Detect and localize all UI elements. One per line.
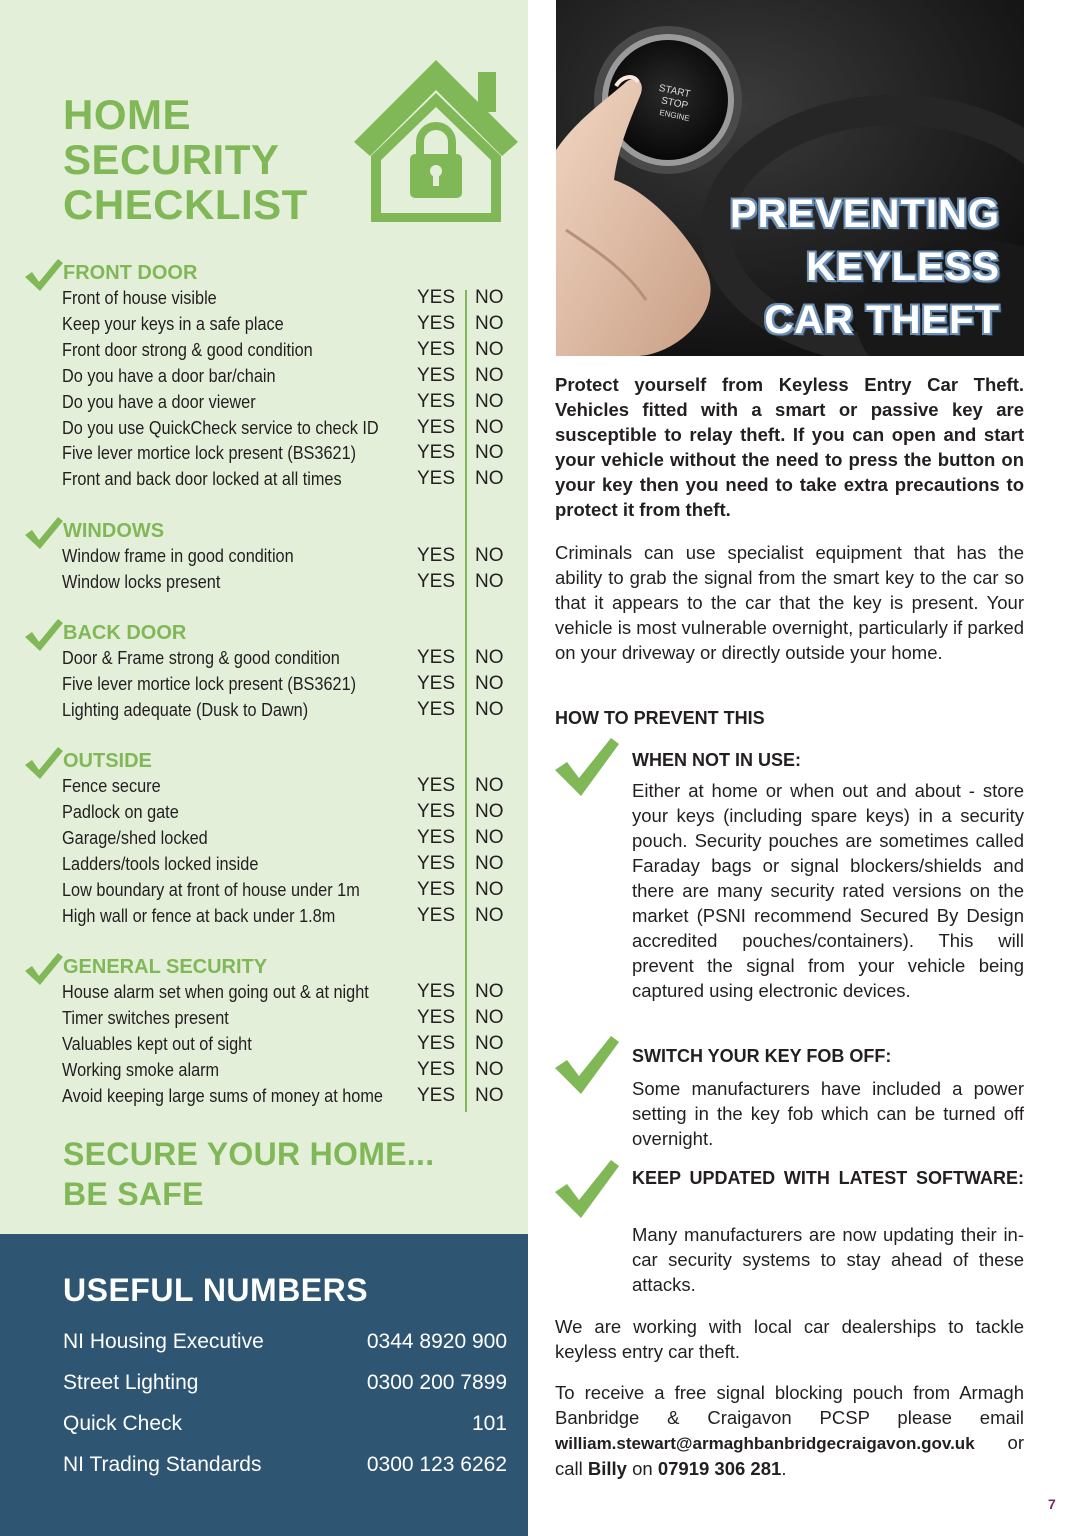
checklist-item <box>62 415 512 441</box>
no-option[interactable]: NO <box>475 1058 504 1080</box>
yes-option[interactable]: YES <box>417 904 456 926</box>
yes-option[interactable]: YES <box>417 1032 456 1054</box>
checklist-item <box>62 903 512 929</box>
number-row <box>63 1412 507 1440</box>
checklist-item-label: Door & Frame strong & good condition <box>62 647 340 668</box>
no-option[interactable]: NO <box>475 338 504 360</box>
no-option[interactable]: NO <box>475 416 504 438</box>
checklist-item-label: Garage/shed locked <box>62 826 208 848</box>
number-phone: 101 <box>471 1412 507 1435</box>
yes-option[interactable]: YES <box>417 878 456 900</box>
yes-option[interactable]: YES <box>417 312 456 334</box>
checklist-title-line: SECURITY <box>63 136 280 183</box>
page-number: 7 <box>1048 1496 1056 1512</box>
no-option[interactable]: NO <box>475 545 504 566</box>
no-option[interactable]: NO <box>475 442 504 464</box>
checklist-item <box>62 569 512 595</box>
number-name: Quick Check <box>63 1412 183 1435</box>
number-phone: 0300 200 7899 <box>366 1371 507 1394</box>
number-name: NI Trading Standards <box>63 1453 262 1476</box>
car-title-line: PREVENTING <box>729 192 1000 236</box>
checklist-item <box>62 389 512 415</box>
tip-heading: KEEP UPDATED WITH LATEST SOFTWARE: <box>632 1168 1024 1188</box>
checklist-item-label: Ladders/tools locked inside <box>62 852 259 874</box>
checklist-item <box>62 851 512 877</box>
yes-option[interactable]: YES <box>417 1006 456 1028</box>
no-option[interactable]: NO <box>475 1032 504 1054</box>
number-phone: 0300 123 6262 <box>366 1453 507 1476</box>
checklist-item <box>62 1057 512 1083</box>
yes-option[interactable]: YES <box>417 698 456 720</box>
yes-option[interactable]: YES <box>417 647 456 668</box>
section-heading: WINDOWS <box>63 520 165 542</box>
checklist-item <box>62 1083 512 1109</box>
section-heading: FRONT DOOR <box>63 262 198 284</box>
yes-option[interactable]: YES <box>417 1058 456 1080</box>
checklist-item-label: House alarm set when going out & at night <box>62 981 369 1002</box>
yes-option[interactable]: YES <box>417 416 456 438</box>
no-option[interactable]: NO <box>475 775 504 796</box>
checklist-item-label: Do you use QuickCheck service to check ID <box>62 416 379 438</box>
number-row <box>63 1330 507 1358</box>
checklist-item <box>62 979 512 1005</box>
button-text-stop: STOP <box>660 95 689 112</box>
check-icon <box>24 618 64 652</box>
contact-mid: or call <box>555 1432 1024 1479</box>
number-row <box>63 1453 507 1481</box>
contact-email-link[interactable]: william.stewart@armaghbanbridgecraigavon.gov.uk <box>555 1434 975 1453</box>
intro-bold-paragraph: Protect yourself from Keyless Entry Car Theft. Vehicles fitted with a smart or passive key are susceptible to relay theft. If you can open and start your vehicle without the need to press the button on your key then you need to take extra precautions to protect it from theft. <box>555 374 1024 520</box>
tip-body: Either at home or when out and about - store your keys (including spare keys) in a security pouch. Security pouches are sometimes called Faraday bags or signal blockers/shields and there are many security rated versions on the market (PSNI recommend Secured By Design accredited pouches/containers). This will prevent the signal from your vehicle being captured using electronic devices. <box>632 780 1024 1001</box>
no-option[interactable]: NO <box>475 287 504 308</box>
checklist-item <box>62 877 512 903</box>
yes-option[interactable]: YES <box>417 338 456 360</box>
checklist-item-label: Do you have a door bar/chain <box>62 364 276 386</box>
checklist-item <box>62 1031 512 1057</box>
checklist-item-label: Five lever mortice lock present (BS3621) <box>62 442 357 464</box>
contact-phone[interactable]: 07919 306 281 <box>657 1458 782 1479</box>
number-phone: 0344 8920 900 <box>366 1330 507 1353</box>
check-icon <box>553 1158 621 1220</box>
useful-numbers-title: USEFUL NUMBERS <box>63 1272 369 1308</box>
no-option[interactable]: NO <box>475 904 504 926</box>
tip-heading: SWITCH YOUR KEY FOB OFF: <box>632 1046 892 1066</box>
check-icon <box>24 516 64 550</box>
outro-paragraph: We are working with local car dealerships to tackle keyless entry car theft. <box>555 1316 1024 1362</box>
checklist-item-label: High wall or fence at back under 1.8m <box>62 904 336 926</box>
no-option[interactable]: NO <box>475 981 504 1002</box>
intro-paragraph: Criminals can use specialist equipment that has the ability to grab the signal from the smart key to the car so that it appears to the car that the key is present. Your vehicle is most vulnerable overnight, particularly if parked on your driveway or directly outside your home. <box>555 542 1024 663</box>
secure-your-home-heading <box>63 1134 434 1214</box>
no-option[interactable]: NO <box>475 826 504 848</box>
secure-line: BE SAFE <box>63 1176 204 1212</box>
tip-body: Many manufacturers are now updating their in-car security systems to stay ahead of these attacks. <box>632 1224 1024 1295</box>
checklist-item-label: Timer switches present <box>62 1006 229 1028</box>
checklist-item-label: Window frame in good condition <box>62 545 294 566</box>
yes-option[interactable]: YES <box>417 390 456 412</box>
checklist-item-label: Valuables kept out of sight <box>62 1032 252 1054</box>
yes-option[interactable]: YES <box>417 800 456 822</box>
check-icon <box>24 258 64 292</box>
yes-option[interactable]: YES <box>417 364 456 386</box>
checklist-item-label: Front door strong & good condition <box>62 338 313 360</box>
contact-paragraph <box>555 1380 1024 1481</box>
check-icon <box>24 952 64 986</box>
no-option[interactable]: NO <box>475 312 504 334</box>
checklist-item <box>62 440 512 466</box>
checklist-item-label: Avoid keeping large sums of money at home <box>62 1084 383 1106</box>
checklist-item <box>62 285 512 311</box>
checklist-item <box>62 543 512 569</box>
checklist-item-label: Fence secure <box>62 775 161 796</box>
checklist-title-line: CHECKLIST <box>63 181 308 228</box>
yes-option[interactable]: YES <box>417 775 456 796</box>
no-option[interactable]: NO <box>475 1084 504 1106</box>
yes-option[interactable]: YES <box>417 852 456 874</box>
no-option[interactable]: NO <box>475 364 504 386</box>
button-text-start: START <box>657 82 692 101</box>
checklist-item <box>62 773 512 799</box>
secure-line: SECURE YOUR HOME... <box>63 1136 435 1172</box>
checklist-item <box>62 697 512 723</box>
checklist-item <box>62 311 512 337</box>
house-lock-icon <box>350 56 522 222</box>
contact-prefix: To receive a free signal blocking pouch from Armagh Banbridge & Craigavon PCSP please email <box>555 1382 1024 1428</box>
tip-body: Some manufacturers have included a power setting in the key fob which can be turned off overnight. <box>632 1078 1024 1149</box>
checklist-item <box>62 363 512 389</box>
check-icon <box>553 736 621 798</box>
no-option[interactable]: NO <box>475 878 504 900</box>
no-option[interactable]: NO <box>475 390 504 412</box>
no-option[interactable]: NO <box>475 1006 504 1028</box>
no-option[interactable]: NO <box>475 468 504 490</box>
checklist-item <box>62 799 512 825</box>
checklist-item-label: Working smoke alarm <box>62 1058 220 1080</box>
checklist-item <box>62 825 512 851</box>
checklist-title-line: HOME <box>63 91 191 138</box>
checklist-item <box>62 466 512 492</box>
contact-on: on <box>632 1458 653 1479</box>
check-icon <box>553 1034 621 1096</box>
check-icon <box>24 746 64 780</box>
button-text-engine: ENGINE <box>658 107 691 124</box>
number-name: Street Lighting <box>63 1371 199 1394</box>
tip-heading: WHEN NOT IN USE: <box>632 750 801 770</box>
checklist-item-label: Five lever mortice lock present (BS3621) <box>62 672 357 694</box>
car-title-line: CAR THEFT <box>764 298 1000 342</box>
checklist-item-label: Front of house visible <box>62 287 217 308</box>
yes-option[interactable]: YES <box>417 981 456 1002</box>
no-option[interactable]: NO <box>475 852 504 874</box>
checklist-item <box>62 337 512 363</box>
contact-end: . <box>781 1458 787 1479</box>
checklist-item-label: Do you have a door viewer <box>62 390 256 412</box>
contact-name: Billy <box>587 1458 627 1479</box>
checklist-item <box>62 645 512 671</box>
no-option[interactable]: NO <box>475 647 504 668</box>
no-option[interactable]: NO <box>475 570 504 592</box>
section-heading: GENERAL SECURITY <box>63 956 268 978</box>
how-to-prevent-heading: HOW TO PREVENT THIS <box>555 708 765 728</box>
yes-option[interactable]: YES <box>417 468 456 490</box>
checklist-item-label: Front and back door locked at all times <box>62 468 342 490</box>
car-theft-title <box>730 188 1000 347</box>
yes-option[interactable]: YES <box>417 1084 456 1106</box>
section-heading: BACK DOOR <box>63 622 187 644</box>
section-heading: OUTSIDE <box>63 750 152 772</box>
car-start-button-photo <box>556 0 1024 356</box>
number-row <box>63 1371 507 1399</box>
yes-option[interactable]: YES <box>417 442 456 464</box>
no-option[interactable]: NO <box>475 698 504 720</box>
checklist-item <box>62 1005 512 1031</box>
checklist-item-label: Padlock on gate <box>62 800 179 822</box>
yes-option[interactable]: YES <box>417 545 456 566</box>
yes-option[interactable]: YES <box>417 570 456 592</box>
checklist-item-label: Lighting adequate (Dusk to Dawn) <box>62 698 309 720</box>
number-name: NI Housing Executive <box>63 1330 264 1353</box>
checklist-item <box>62 671 512 697</box>
yes-option[interactable]: YES <box>417 672 456 694</box>
car-title-line: KEYLESS <box>806 245 1000 289</box>
yes-option[interactable]: YES <box>417 287 456 308</box>
checklist-item-label: Keep your keys in a safe place <box>62 312 284 334</box>
no-option[interactable]: NO <box>475 672 504 694</box>
checklist-title <box>63 92 363 227</box>
checklist-item-label: Window locks present <box>62 570 221 592</box>
checklist-item-label: Low boundary at front of house under 1m <box>62 878 360 900</box>
yes-option[interactable]: YES <box>417 826 456 848</box>
no-option[interactable]: NO <box>475 800 504 822</box>
